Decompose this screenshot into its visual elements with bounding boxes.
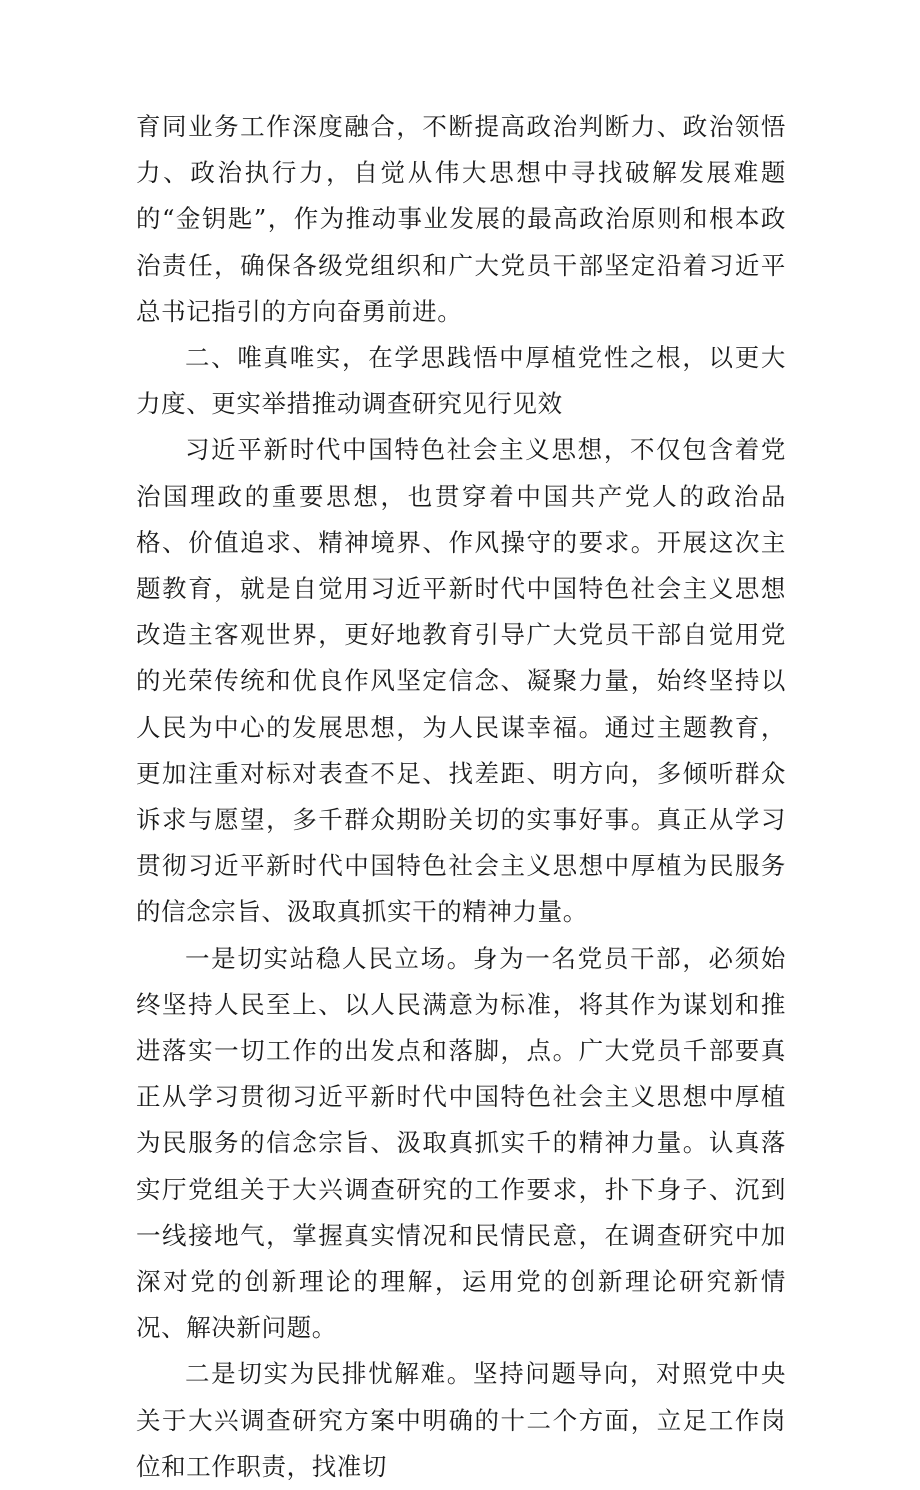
paragraph-body: 习近平新时代中国特色社会主义思想，不仅包含着党治国理政的重要思想，也贯穿着中国共产党人的政治品格、价值追求、精神境界、作风操守的要求。开展这次主题教育，就是自觉用习近平新时代中国特色社会主义思想改造主客观世界，更好地教育引导广大党员干部自觉用党的光荣传统和优良作风坚定信念、凝聚力量，始终坚持以人民为中心的发展思想，为人民谋幸福。通过主题教育，更加注重对标对表查不足、找差距、明方向，多倾听群众诉求与愿望，多千群众期盼关切的实事好事。真正从学习贯彻习近平新时代中国特色社会主义思想中厚植为民服务的信念宗旨、汲取真抓实干的精神力量。 <box>136 435 786 927</box>
section-heading: 二、唯真唯实，在学思践悟中厚植党性之根，以更大力度、更实举措推动调查研究见行见效 <box>136 343 786 419</box>
paragraph-point-one: 一是切实站稳人民立场。身为一名党员干部，必须始终坚持人民至上、以人民满意为标准，将其作为谋划和推进落实一切工作的出发点和落脚，点。广大党员千部要真正从学习贯彻习近平新时代中国特色社会主义思想中厚植为民服务的信念宗旨、汲取真抓实千的精神力量。认真落实厅党组关于大兴调查研究的工作要求，扑下身子、沉到一线接地气，掌握真实情况和民情民意，在调查研究中加深对党的创新理论的理解，运用党的创新理论研究新情况、解决新问题。 <box>136 943 786 1343</box>
document-body <box>136 104 786 1490</box>
paragraph-continuation: 育同业务工作深度融合，不断提高政治判断力、政治领悟力、政治执行力，自觉从伟大思想中寻找破解发展难题的“金钥匙”，作为推动事业发展的最高政治原则和根本政治责任，确保各级党组织和广大党员干部坚定沿着习近平总书记指引的方向奋勇前进。 <box>136 112 786 326</box>
paragraph-point-two: 二是切实为民排忧解难。坚持问题导向，对照党中央关于大兴调查研究方案中明确的十二个方面，立足工作岗位和工作职责，找准切 <box>136 1359 786 1481</box>
